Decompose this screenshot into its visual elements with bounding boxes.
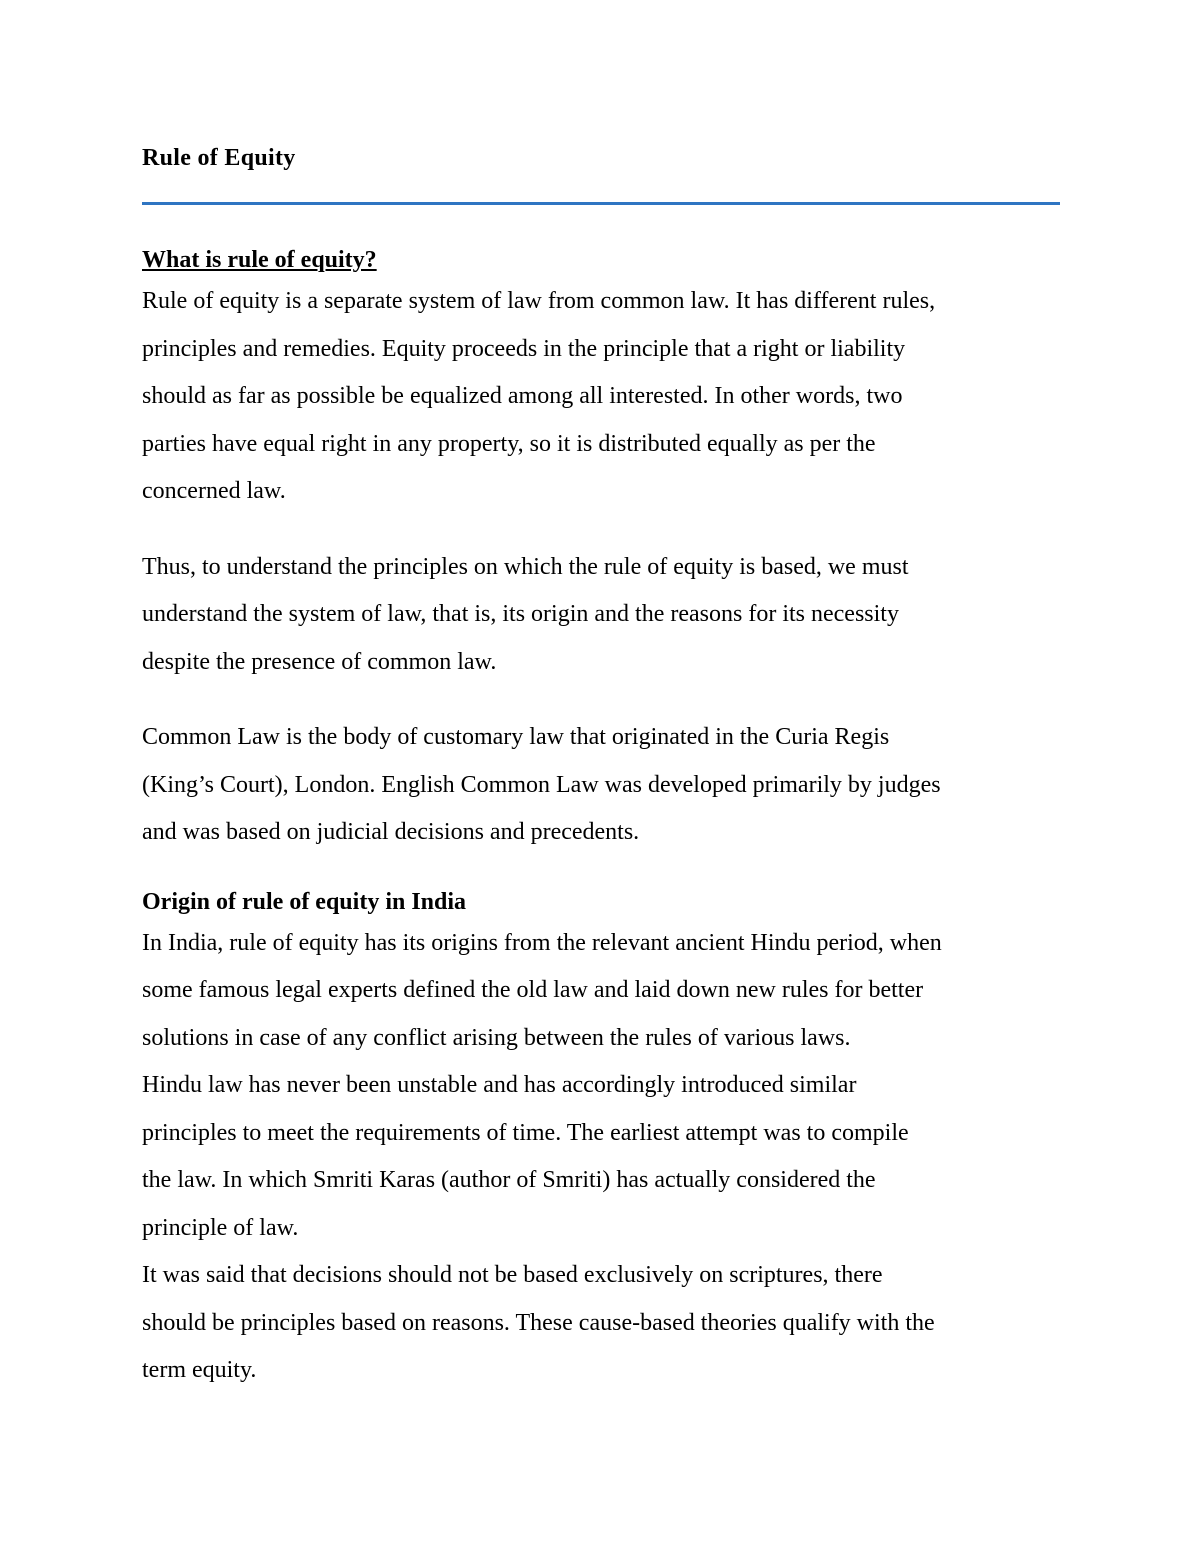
text-line: Rule of equity is a separate system of law from common law. It has different rules, (142, 288, 936, 314)
text-line: principle of law. (142, 1214, 299, 1241)
text-line: Hindu law has never been unstable and has accordingly introduced similar (142, 1072, 857, 1098)
text-line: In India, rule of equity has its origins from the relevant ancient Hindu period, when (142, 929, 942, 956)
section-heading-what-is: What is rule of equity? (142, 247, 377, 273)
document-title: Rule of Equity (142, 145, 296, 171)
text-line: parties have equal right in any property, so it is distributed equally as per the (142, 430, 876, 457)
text-line: Thus, to understand the principles on which the rule of equity is based, we must (142, 553, 909, 580)
text-line: (King’s Court), London. English Common Law was developed primarily by judges (142, 771, 941, 798)
section-heading-origin-india: Origin of rule of equity in India (142, 888, 467, 915)
text-line: the law. In which Smriti Karas (author of Smriti) has actually considered the (142, 1167, 876, 1193)
text-line: It was said that decisions should not be based exclusively on scriptures, there (142, 1262, 883, 1288)
text-line: solutions in case of any conflict arising between the rules of various laws. (142, 1024, 851, 1051)
text-line: Common Law is the body of customary law that originated in the Curia Regis (142, 724, 890, 750)
text-line: understand the system of law, that is, its origin and the reasons for its necessity (142, 601, 899, 627)
paragraph-understanding (142, 544, 1062, 687)
text-line: principles to meet the requirements of time. The earliest attempt was to compile (142, 1119, 909, 1146)
text-line: term equity. (142, 1357, 257, 1383)
paragraph-common-law (142, 714, 1062, 857)
document-page (142, 140, 1062, 1395)
title-divider (142, 202, 1060, 205)
paragraph-india-origin (142, 920, 1062, 1063)
text-line: should as far as possible be equalized among all interested. In other words, two (142, 383, 903, 409)
text-line: principles and remedies. Equity proceeds in the principle that a right or liability (142, 335, 906, 362)
text-line: concerned law. (142, 478, 286, 504)
text-line: some famous legal experts defined the old law and laid down new rules for better (142, 977, 924, 1003)
paragraph-definition (142, 278, 1062, 516)
text-line: and was based on judicial decisions and precedents. (142, 819, 640, 845)
paragraph-hindu-law (142, 1062, 1062, 1252)
paragraph-reason-based (142, 1252, 1062, 1395)
text-line: should be principles based on reasons. These cause-based theories qualify with the (142, 1309, 935, 1336)
text-line: despite the presence of common law. (142, 648, 497, 675)
